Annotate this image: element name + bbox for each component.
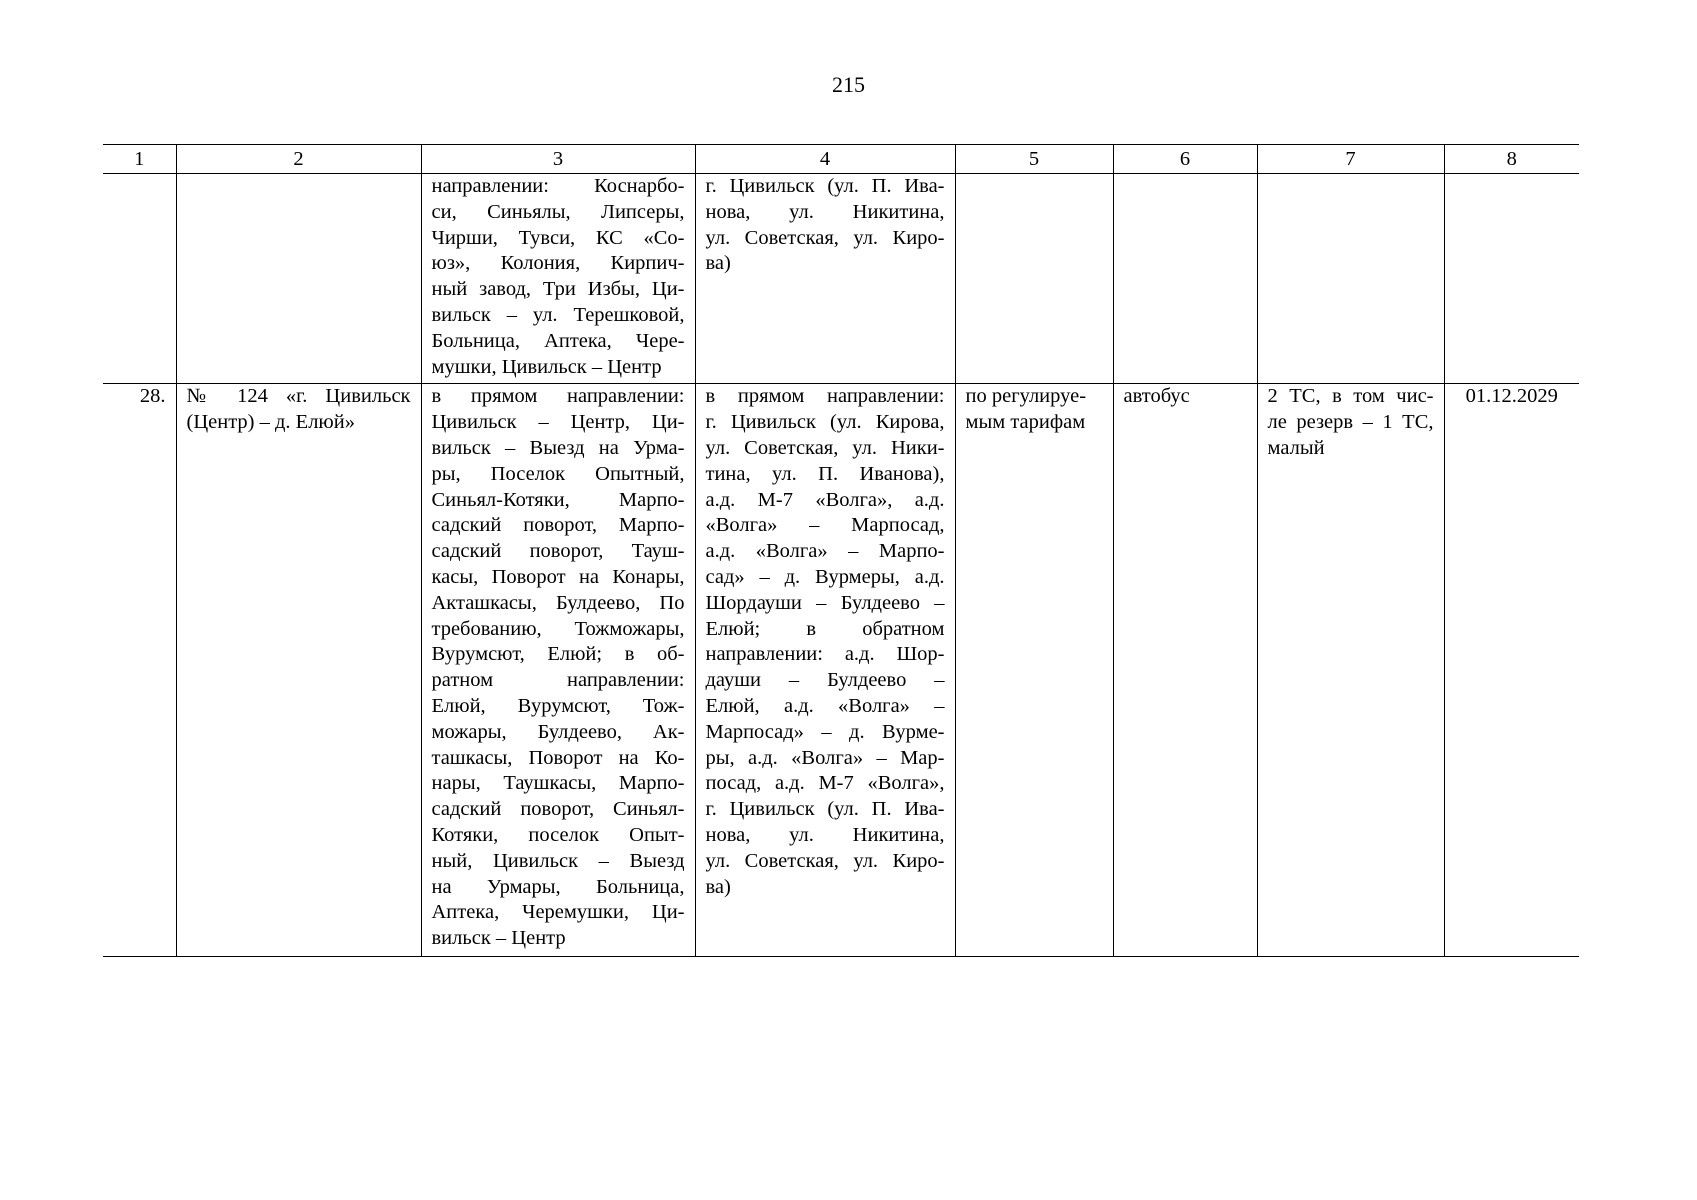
- tariff-type: [955, 384, 1113, 957]
- cell-line: в прямом направлении:: [705, 385, 945, 408]
- cell-line: садский поворот, Тауш-: [431, 540, 685, 563]
- cell-line: Больница, Аптека, Чере-: [431, 329, 685, 352]
- cell-line: а.д. «Волга» – Марпо-: [705, 540, 945, 563]
- table-row-28: [103, 384, 1579, 957]
- cell-line: нары, Таушкасы, Марпо-: [431, 772, 685, 795]
- cell-line: си, Синьялы, Липсеры,: [431, 200, 685, 223]
- cont-col5: [955, 174, 1113, 384]
- cell-line: по регулируе-: [965, 385, 1087, 408]
- cell-line: ры, а.д. «Волга» – Мар-: [705, 746, 945, 769]
- cell-line: Елюй; в обратном: [705, 617, 945, 640]
- page-number: 215: [832, 72, 865, 97]
- cell-line: садский поворот, Марпо-: [431, 514, 685, 537]
- cell-line: Котяки, поселок Опыт-: [431, 823, 685, 846]
- cont-col6: [1113, 174, 1257, 384]
- cell-line: 2 ТС, в том чис-: [1267, 385, 1434, 408]
- cell-line: малый: [1267, 436, 1325, 459]
- cell-line: Елюй, а.д. «Волга» –: [705, 694, 945, 717]
- cell-line: направлении: а.д. Шор-: [705, 643, 945, 666]
- cont-col4: [695, 174, 955, 384]
- cont-col8: [1444, 174, 1579, 384]
- cell-line: тина, ул. П. Иванова),: [705, 462, 945, 485]
- cont-col2: [176, 174, 421, 384]
- header-cell-5: 5: [955, 145, 1113, 174]
- cell-line: садский поворот, Синьял-: [431, 798, 685, 821]
- cell-line: ул. Советская, ул. Киро-: [705, 849, 945, 872]
- cell-line: Марпосад» – д. Вурме-: [705, 720, 945, 743]
- route-streets: [695, 384, 955, 957]
- cell-line: (Центр) – д. Елюй»: [186, 411, 355, 434]
- continuation-row: [103, 174, 1579, 384]
- cell-line: Чирши, Тувси, КС «Со-: [431, 226, 685, 249]
- cell-line: дауши – Булдеево –: [705, 669, 945, 692]
- cell-line: в прямом направлении:: [431, 385, 685, 408]
- cell-line: г. Цивильск (ул. Кирова,: [705, 411, 945, 434]
- cell-line: вильск – Выезд на Урма-: [431, 436, 685, 459]
- route-stops: [421, 384, 695, 957]
- cont-col1: [103, 174, 176, 384]
- cell-line: юз», Колония, Кирпич-: [431, 252, 685, 275]
- cell-line: направлении: Коснарбо-: [431, 175, 685, 197]
- cell-line: ул. Советская, ул. Ники-: [705, 436, 945, 459]
- cell-line: ный, Цивильск – Выезд: [431, 849, 685, 872]
- cell-line: г. Цивильск (ул. П. Ива-: [705, 798, 945, 821]
- header-cell-1: 1: [103, 145, 176, 174]
- cell-line: требованию, Тожможары,: [431, 617, 685, 640]
- cell-line: ва): [705, 252, 731, 275]
- cell-line: мушки, Цивильск – Центр: [431, 355, 662, 378]
- cell-line: нова, ул. Никитина,: [705, 823, 945, 846]
- cell-line: мым тарифам: [965, 411, 1086, 434]
- cell-line: вильск – Центр: [431, 927, 566, 950]
- cont-col7: [1257, 174, 1444, 384]
- header-cell-8: 8: [1444, 145, 1579, 174]
- cell-line: а.д. М-7 «Волга», а.д.: [705, 488, 945, 511]
- routes-table: [103, 144, 1579, 957]
- end-date: 01.12.2029: [1444, 384, 1579, 957]
- cell-line: Елюй, Вурумсют, Тож-: [431, 694, 685, 717]
- cell-line: Синьял-Котяки, Марпо-: [431, 488, 685, 511]
- cell-line: ул. Советская, ул. Киро-: [705, 226, 945, 249]
- header-cell-2: 2: [176, 145, 421, 174]
- cell-line: Шордауши – Булдеево –: [705, 591, 945, 614]
- cell-line: касы, Поворот на Конары,: [431, 565, 685, 588]
- cell-line: Вурумсют, Елюй; в об-: [431, 643, 685, 666]
- vehicle-count: [1257, 384, 1444, 957]
- cell-line: ташкасы, Поворот на Ко-: [431, 746, 685, 769]
- header-cell-7: 7: [1257, 145, 1444, 174]
- cell-line: нова, ул. Никитина,: [705, 200, 945, 223]
- cell-line: ратном направлении:: [431, 669, 685, 692]
- cell-line: посад, а.д. М-7 «Волга»,: [705, 772, 945, 795]
- row-number: 28.: [103, 384, 176, 957]
- cell-line: «Волга» – Марпосад,: [705, 514, 945, 537]
- cell-line: можары, Булдеево, Ак-: [431, 720, 685, 743]
- header-cell-6: 6: [1113, 145, 1257, 174]
- cell-line: сад» – д. Вурмеры, а.д.: [705, 565, 945, 588]
- cell-line: ры, Поселок Опытный,: [431, 462, 685, 485]
- cont-col3: [421, 174, 695, 384]
- cell-line: на Урмары, Больница,: [431, 875, 685, 898]
- header-row: [103, 145, 1579, 174]
- cell-line: Акташкасы, Булдеево, По: [431, 591, 685, 614]
- route-name: [176, 384, 421, 957]
- cell-line: Аптека, Черемушки, Ци-: [431, 901, 685, 924]
- vehicle-type: автобус: [1113, 384, 1257, 957]
- header-cell-4: 4: [695, 145, 955, 174]
- cell-line: № 124 «г. Цивильск: [186, 385, 411, 408]
- cell-line: Цивильск – Центр, Ци-: [431, 411, 685, 434]
- header-cell-3: 3: [421, 145, 695, 174]
- cell-line: г. Цивильск (ул. П. Ива-: [705, 175, 945, 197]
- cell-line: ный завод, Три Избы, Ци-: [431, 278, 685, 301]
- cell-line: ва): [705, 875, 731, 898]
- cell-line: ле резерв – 1 ТС,: [1267, 411, 1434, 434]
- cell-line: вильск – ул. Терешковой,: [431, 303, 685, 326]
